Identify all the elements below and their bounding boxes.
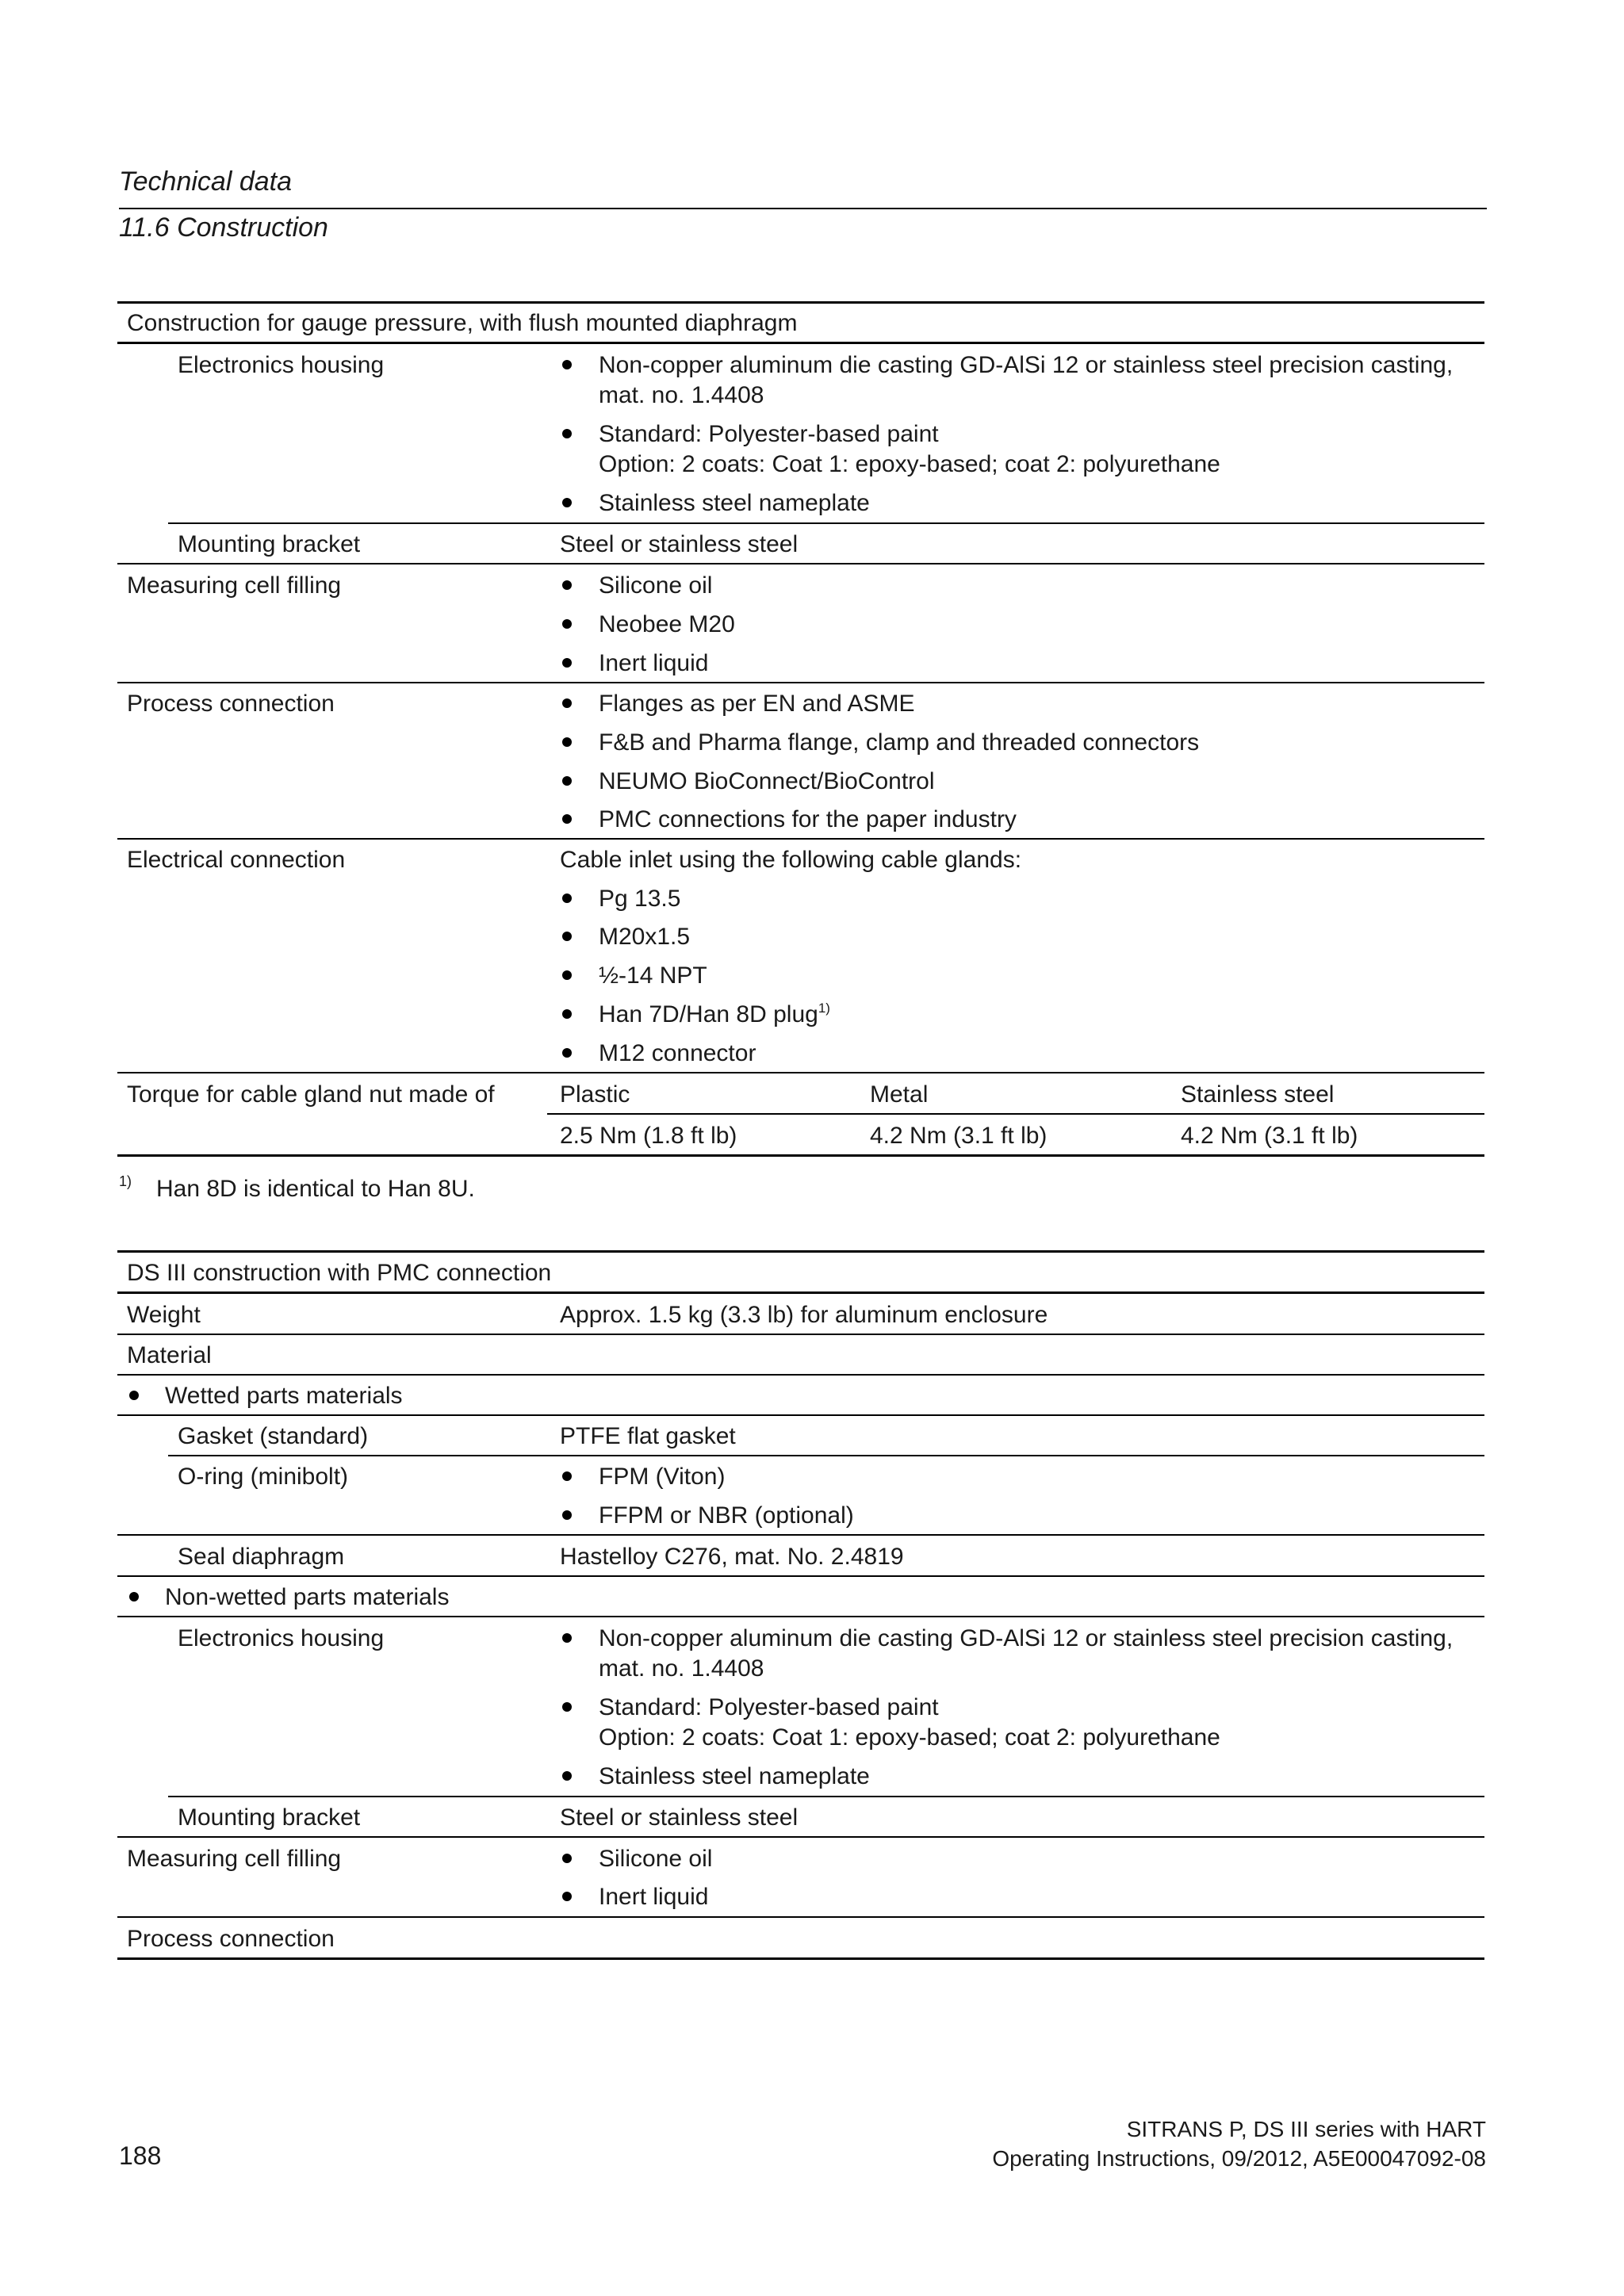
row-value-weight: Approx. 1.5 kg (3.3 lb) for aluminum enclosure [560, 1302, 1048, 1328]
row-divider [117, 838, 1484, 840]
row-label-process-connection: Process connection [127, 1926, 335, 1952]
row-label-mounting-bracket: Mounting bracket [178, 531, 361, 557]
footer-product: SITRANS P, DS III series with HART [1126, 2117, 1486, 2141]
row-divider [117, 1616, 1484, 1617]
list-item: M12 connector [599, 1040, 756, 1066]
list-item: Flanges as per EN and ASME [599, 691, 915, 717]
list-item: NEUMO BioConnect/BioControl [599, 768, 935, 794]
row-divider [168, 1796, 1484, 1797]
table-bottom-rule [117, 1957, 1484, 1960]
row-value-electrical-intro: Cable inlet using the following cable glands: [560, 847, 1022, 873]
table-top-rule [117, 1250, 1484, 1253]
row-divider [117, 1575, 1484, 1577]
row-label-process-connection: Process connection [127, 691, 335, 717]
bullet-icon [562, 1009, 572, 1019]
list-item: PMC connections for the paper industry [599, 806, 1017, 832]
bullet-icon [562, 698, 572, 708]
row-divider [117, 682, 1484, 683]
table-header-rule [117, 342, 1484, 344]
table-title: Construction for gauge pressure, with flush mounted diaphragm [127, 310, 798, 336]
row-divider [117, 1414, 1484, 1416]
row-label-electronics-housing: Electronics housing [178, 352, 385, 378]
chapter-title: Technical data [119, 166, 293, 197]
row-divider [117, 1836, 1484, 1838]
torque-value-stainless: 4.2 Nm (3.1 ft lb) [1181, 1123, 1358, 1149]
row-label-oring: O-ring (minibolt) [178, 1464, 349, 1490]
list-item: Inert liquid [599, 1884, 709, 1910]
table-header-rule [117, 1292, 1484, 1294]
list-item: FFPM or NBR (optional) [599, 1502, 854, 1529]
list-item [599, 1000, 830, 1030]
list-item: Stainless steel nameplate [599, 1763, 870, 1789]
row-label-measuring-cell: Measuring cell filling [127, 572, 342, 599]
list-item-cont: mat. no. 1.4408 [599, 1655, 764, 1682]
list-item: Standard: Polyester-based paint [599, 1694, 939, 1720]
row-label-torque: Torque for cable gland nut made of [127, 1081, 495, 1108]
footer-doc: Operating Instructions, 09/2012, A5E00047092-08 [992, 2146, 1486, 2171]
row-value-gasket: PTFE flat gasket [560, 1423, 736, 1449]
row-label-measuring-cell: Measuring cell filling [127, 1846, 342, 1872]
row-label-electronics-housing: Electronics housing [178, 1625, 385, 1651]
row-divider [547, 1113, 1484, 1115]
list-item: Neobee M20 [599, 611, 735, 637]
header-divider [119, 208, 1487, 209]
list-item: Non-copper aluminum die casting GD-AlSi 12 or stainless steel precision casting, [599, 1625, 1454, 1651]
bullet-icon [129, 1592, 139, 1601]
list-item: F&B and Pharma flange, clamp and threaded connectors [599, 729, 1200, 756]
row-divider [168, 522, 1484, 524]
bullet-icon [129, 1391, 139, 1400]
list-item: Silicone oil [599, 1846, 713, 1872]
table-top-rule [117, 301, 1484, 304]
row-divider [117, 1072, 1484, 1073]
torque-header-stainless: Stainless steel [1181, 1081, 1335, 1108]
row-label-wetted: Wetted parts materials [165, 1383, 403, 1409]
list-item: Pg 13.5 [599, 886, 681, 912]
bullet-icon [562, 1048, 572, 1058]
list-item: Stainless steel nameplate [599, 490, 870, 516]
table-title: DS III construction with PMC connection [127, 1260, 552, 1286]
bullet-icon [562, 619, 572, 629]
torque-value-plastic: 2.5 Nm (1.8 ft lb) [560, 1123, 737, 1149]
torque-value-metal: 4.2 Nm (3.1 ft lb) [870, 1123, 1048, 1149]
list-item: Non-copper aluminum die casting GD-AlSi 12 or stainless steel precision casting, [599, 352, 1454, 378]
bullet-icon [562, 360, 572, 369]
list-item: FPM (Viton) [599, 1464, 726, 1490]
bullet-icon [562, 1854, 572, 1863]
list-item-text: Han 7D/Han 8D plug [599, 1001, 818, 1027]
row-label-mounting-bracket: Mounting bracket [178, 1804, 361, 1831]
list-item-cont: mat. no. 1.4408 [599, 382, 764, 408]
row-divider [117, 563, 1484, 564]
row-label-weight: Weight [127, 1302, 201, 1328]
bullet-icon [562, 970, 572, 980]
row-label-gasket: Gasket (standard) [178, 1423, 369, 1449]
bullet-icon [562, 1702, 572, 1712]
list-item-cont: Option: 2 coats: Coat 1: epoxy-based; coat 2: polyurethane [599, 1724, 1220, 1751]
footnote-mark: 1) [119, 1173, 132, 1189]
list-item: ½-14 NPT [599, 962, 707, 989]
table-bottom-rule [117, 1154, 1484, 1157]
bullet-icon [562, 776, 572, 786]
bullet-icon [562, 932, 572, 941]
torque-header-plastic: Plastic [560, 1081, 630, 1108]
row-value-mounting-bracket: Steel or stainless steel [560, 531, 799, 557]
bullet-icon [562, 658, 572, 668]
row-divider [117, 1534, 1484, 1536]
row-value-mounting-bracket: Steel or stainless steel [560, 1804, 799, 1831]
bullet-icon [562, 429, 572, 438]
bullet-icon [562, 737, 572, 747]
footnote-ref: 1) [818, 1001, 830, 1016]
row-divider [117, 1334, 1484, 1335]
row-label-nonwetted: Non-wetted parts materials [165, 1584, 450, 1610]
bullet-icon [562, 1892, 572, 1901]
bullet-icon [562, 1471, 572, 1481]
list-item: M20x1.5 [599, 924, 691, 950]
bullet-icon [562, 580, 572, 590]
torque-header-metal: Metal [870, 1081, 929, 1108]
list-item-cont: Option: 2 coats: Coat 1: epoxy-based; coat 2: polyurethane [599, 451, 1220, 477]
row-divider [168, 1455, 1484, 1456]
page-number: 188 [119, 2141, 162, 2170]
bullet-icon [562, 1771, 572, 1781]
bullet-icon [562, 498, 572, 507]
bullet-icon [562, 814, 572, 824]
row-divider [117, 1916, 1484, 1918]
list-item: Standard: Polyester-based paint [599, 421, 939, 447]
row-label-electrical-connection: Electrical connection [127, 847, 346, 873]
section-title: 11.6 Construction [119, 212, 328, 243]
bullet-icon [562, 1633, 572, 1643]
list-item: Inert liquid [599, 650, 709, 676]
bullet-icon [562, 894, 572, 903]
row-label-material: Material [127, 1342, 212, 1368]
row-divider [117, 1374, 1484, 1376]
footnote-text: Han 8D is identical to Han 8U. [156, 1176, 475, 1202]
row-label-seal-diaphragm: Seal diaphragm [178, 1544, 345, 1570]
bullet-icon [562, 1510, 572, 1520]
row-value-seal-diaphragm: Hastelloy C276, mat. No. 2.4819 [560, 1544, 904, 1570]
list-item: Silicone oil [599, 572, 713, 599]
